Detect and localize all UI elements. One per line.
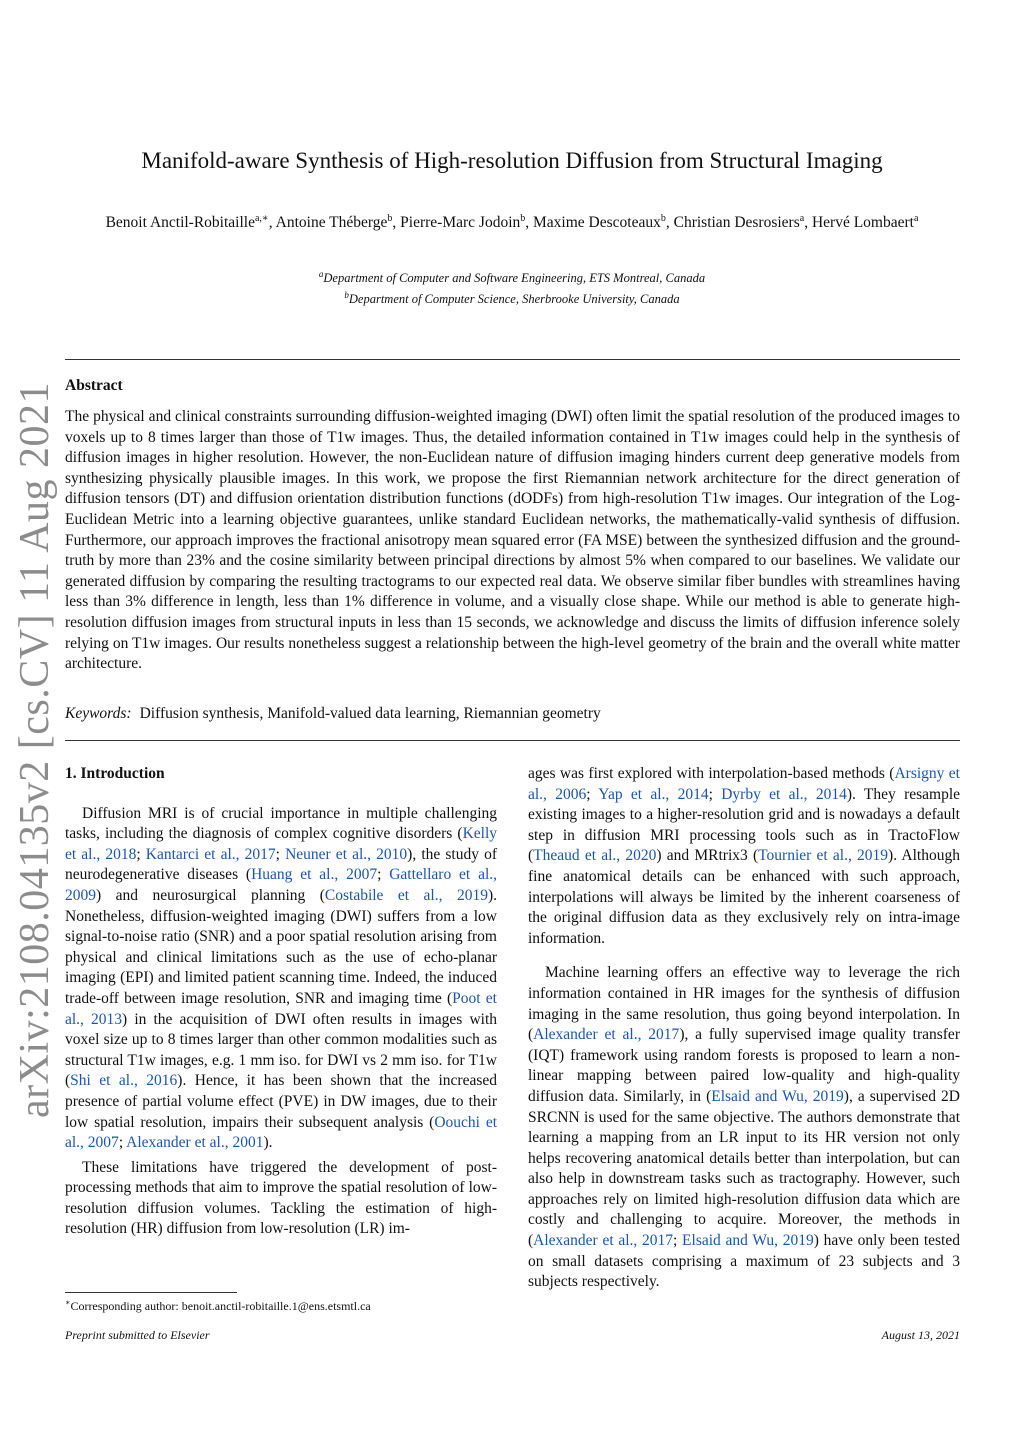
author-name: Christian Desrosiers	[673, 214, 800, 232]
section-heading-introduction: 1. Introduction	[65, 765, 165, 782]
citation-link[interactable]: Poot et al., 2013	[65, 989, 497, 1028]
author-list: Benoit Anctil-Robitaille$^{a,∗}$, Antoine Théberge$^b$, Pierre-Marc Jodoin$^b$, Maxime Descoteaux$^b$, Christian Desrosiers$^a$, Hervé Lombaert$^a$	[105, 213, 919, 232]
citation-link[interactable]: Oouchi et al., 2007	[65, 1113, 497, 1152]
author-name: Maxime Descoteaux	[533, 214, 661, 232]
abstract-text: The physical and clinical constraints surrounding diffusion-weighted imaging (DWI) often limit the spatial resolution of the produced images to voxels up to 8 times larger than those of T1w images. Thus, the detailed information contained in T1w images could help in the synthesis of diffusion images in higher resolution. However, the non-Euclidean nature of diffusion imaging hinders current deep generative models from synthesizing physically plausible images. In this work, we propose the first Riemannian network architecture for the direct generation of diffusion tensors (DT) and diffusion orientation distribution functions (dODFs) from high-resolution T1w images. Our integration of the Log-Euclidean Metric into a learning objective guarantees, unlike standard Euclidean networks, the mathematically-valid synthesis of diffusion. Furthermore, our approach improves the fractional anisotropy mean squared error (FA MSE) between the synthesized diffusion and the ground-truth by more than 23% and the cosine similarity between principal directions by almost 5% when compared to our baselines. We validate our generated diffusion by comparing the resulting tractograms to our expected real data. We observe similar fiber bundles with streamlines having less than 3% difference in length, less than 1% difference in volume, and a visually close shape. While our method is able to generate high-resolution diffusion images from structural inputs in less than 15 seconds, we acknowledge and discuss the limits of diffusion inference solely relying on T1w images. Our results nonetheless suggest a relationship between the high-level geometry of the brain and the overall white matter architecture.	[65, 408, 960, 673]
intro-paragraph: Machine learning offers an effective way to leverage the rich information contained in HR images for the synthesis of diffusion imaging in the same resolution, thus going beyond interpolation. In (Alexander et al., 2017), a fully supervised image quality transfer (IQT) framework using random forests is proposed to learn a non-linear mapping between paired low-quality and high-quality diffusion data. Similarly, in (Elsaid and Wu, 2019), a supervised 2D SRCNN is used for the same objective. The authors demonstrate that learning a mapping from an LR input to its HR version not only helps recovering anatomical details better than interpolation, but can also help in downstream tasks such as tractography. However, such approaches rely on limited high-resolution diffusion data which are costly and challenging to acquire. Moreover, the methods in (Alexander et al., 2017; Elsaid and Wu, 2019) have only been tested on small datasets comprising a maximum of 23 subjects and 3 subjects respectively.	[528, 964, 960, 1291]
affiliation-text: Department of Computer Science, Sherbrooke University, Canada	[348, 292, 680, 307]
citation-link[interactable]: Costabile et al., 2019	[324, 886, 488, 904]
author-name: Hervé Lombaert	[811, 214, 914, 232]
citation-link[interactable]: Kantarci et al., 2017	[145, 845, 276, 863]
author-name: Pierre-Marc Jodoin	[400, 214, 521, 232]
footnote-text: Corresponding author: benoit.anctil-robitaille.1@ens.etsmtl.ca	[70, 1299, 371, 1313]
keywords-label: Keywords:	[65, 705, 132, 722]
keywords-text: Diffusion synthesis, Manifold-valued data learning, Riemannian geometry	[139, 705, 601, 722]
affiliation-list	[0, 266, 1024, 308]
affiliation-mark: a	[318, 269, 324, 279]
author-affiliation-mark: a	[799, 213, 805, 224]
arxiv-side-stamp	[10, 381, 60, 1119]
affiliation-text: Department of Computer and Software Engineering, ETS Montreal, Canada	[323, 271, 706, 286]
footer-journal: Preprint submitted to Elsevier	[65, 1328, 210, 1342]
abstract-divider	[65, 740, 960, 741]
right-column	[528, 764, 960, 1293]
arxiv-identifier: arXiv:2108.04135v2 [cs.CV] 11 Aug 2021	[12, 381, 58, 1119]
affiliation	[0, 287, 1024, 308]
citation-link[interactable]: Arsigny et al., 2006	[528, 765, 960, 803]
affiliation	[0, 266, 1024, 287]
footer-date: August 13, 2021	[881, 1328, 960, 1342]
author-affiliation-mark: a,∗	[254, 213, 269, 224]
author-affiliation-mark: a	[913, 213, 919, 224]
citation-link[interactable]: Yap et al., 2014	[598, 785, 709, 803]
footnote	[65, 1298, 371, 1314]
citation-link[interactable]: Theaud et al., 2020	[533, 847, 657, 865]
citation-link[interactable]: Elsaid and Wu, 2019	[682, 1232, 814, 1250]
citation-link[interactable]: Dyrby et al., 2014	[721, 785, 847, 803]
paper-title: Manifold-aware Synthesis of High-resolution Diffusion from Structural Imaging	[141, 148, 883, 173]
citation-link[interactable]: Alexander et al., 2001	[126, 1134, 264, 1152]
citation-link[interactable]: Kelly et al., 2018	[65, 825, 497, 863]
affiliation-mark: b	[344, 290, 349, 301]
intro-paragraph: These limitations have triggered the development of post-processing methods that aim to improve the spatial resolution of low-resolution diffusion volumes. Tackling the estimation of high-resolution (HR) diffusion from low-resolution (LR) im-	[65, 1158, 497, 1238]
intro-paragraph: Diffusion MRI is of crucial importance in multiple challenging tasks, including the diagnosis of complex cognitive disorders (Kelly et al., 2018; Kantarci et al., 2017; Neuner et al., 2010), the study of neurodegenerative diseases (Huang et al., 2007; Gattellaro et al., 2009) and neurosurgical planning (Costabile et al., 2019). Nonetheless, diffusion-weighted imaging (DWI) suffers from a low signal-to-noise ratio (SNR) and a poor spatial resolution arising from physical and clinical limitations such as the use of echo-planar imaging (EPI) and limited patient scanning time. Indeed, the induced trade-off between image resolution, SNR and imaging time (Poot et al., 2013) in the acquisition of DWI often results in images with voxel size up to 8 times larger than other common modalities such as structural T1w images, e.g. 1 mm iso. for DWI vs 2 mm iso. for T1w (Shi et al., 2016). Hence, it has been shown that the increased presence of partial volume effect (PVE) in DW images, due to their low spatial resolution, impairs their subsequent analysis (Oouchi et al., 2007; Alexander et al., 2001).	[65, 804, 498, 1152]
citation-link[interactable]: Alexander et al., 2017	[533, 1232, 674, 1250]
author-affiliation-mark: b	[660, 213, 666, 224]
author-affiliation-mark: b	[520, 213, 526, 224]
citation-link[interactable]: Gattellaro et al., 2009	[65, 866, 498, 904]
keywords	[65, 705, 601, 723]
citation-link[interactable]: Alexander et al., 2017	[533, 1026, 680, 1044]
left-column	[65, 764, 497, 1240]
intro-paragraph: ages was first explored with interpolation-based methods (Arsigny et al., 2006; Yap et al., 2014; Dyrby et al., 2014). They resample existing images to a higher-resolution grid and is nowadays a default step in diffusion MRI processing tools such as in TractoFlow (Theaud et al., 2020) and MRtrix3 (Tournier et al., 2019). Although fine anatomical details can be enhanced with such approach, interpolations will always be limited by the inherent coarseness of the original diffusion data as they exclusively rely on intra-image information.	[528, 765, 961, 947]
citation-link[interactable]: Elsaid and Wu, 2019	[711, 1087, 844, 1105]
footnote-mark: ∗	[65, 1298, 71, 1307]
footnote-divider	[65, 1292, 237, 1293]
author-affiliation-mark: b	[387, 213, 393, 224]
citation-link[interactable]: Tournier et al., 2019	[758, 847, 889, 865]
citation-link[interactable]: Huang et al., 2007	[251, 866, 378, 884]
author-name: Benoit Anctil-Robitaille	[105, 214, 255, 232]
citation-link[interactable]: Shi et al., 2016	[70, 1072, 178, 1090]
top-divider	[65, 359, 960, 360]
author-name: Antoine Théberge	[275, 214, 388, 232]
citation-link[interactable]: Neuner et al., 2010	[285, 845, 408, 863]
abstract-heading: Abstract	[65, 377, 123, 394]
